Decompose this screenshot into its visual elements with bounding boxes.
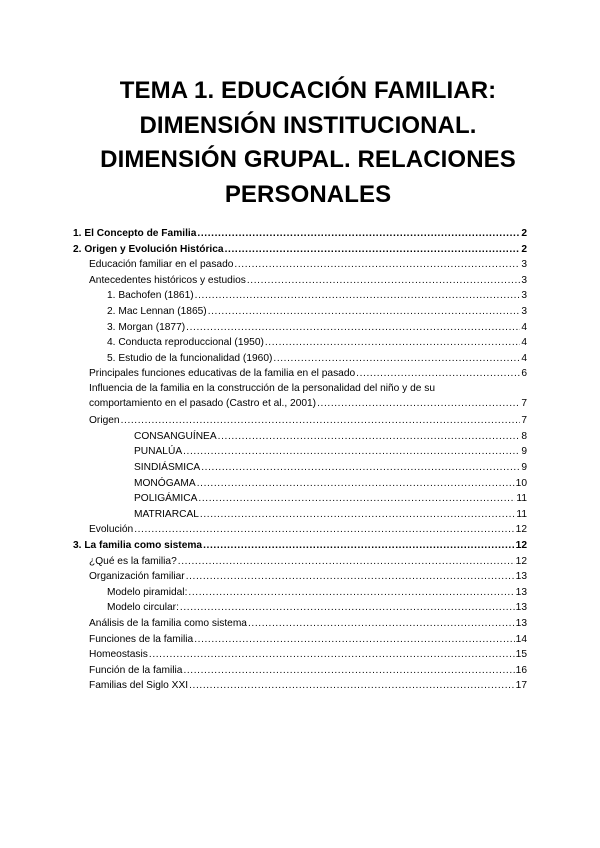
toc-entry[interactable] — [89, 522, 527, 537]
toc-entry[interactable] — [134, 460, 527, 475]
toc-entry-label: Organización familiar — [89, 571, 185, 583]
toc-entry[interactable] — [73, 226, 527, 241]
toc-entry[interactable] — [89, 554, 527, 569]
toc-entry[interactable] — [107, 585, 527, 600]
toc-page-number: 4 — [521, 352, 527, 364]
toc-page-number: 3 — [521, 259, 527, 271]
title-line: TEMA 1. EDUCACIÓN FAMILIAR: — [119, 77, 497, 104]
toc-entry[interactable] — [89, 678, 527, 693]
toc-entry[interactable] — [134, 491, 527, 506]
toc-leader-dots — [197, 476, 515, 491]
toc-entry-label: MATRIARCAL — [134, 508, 199, 520]
toc-entry[interactable] — [107, 304, 527, 319]
toc-entry-label: Origen — [89, 415, 120, 427]
toc-entry[interactable] — [89, 413, 527, 428]
toc-page-number: 4 — [521, 321, 527, 333]
toc-leader-dots — [273, 351, 520, 366]
toc-entry-label: Análisis de la familia como sistema — [89, 618, 247, 629]
toc-entry-label: 2. Mac Lennan (1865) — [107, 306, 207, 317]
toc-page-number: 3 — [521, 274, 527, 286]
toc-entry[interactable] — [107, 600, 527, 615]
toc-page-number: 13 — [515, 571, 527, 583]
toc-leader-dots — [186, 320, 520, 335]
toc-entry-label: Familias del Siglo XXI — [89, 680, 189, 692]
toc-entry[interactable] — [89, 257, 527, 272]
toc-leader-dots — [195, 288, 521, 303]
toc-page-number: 2 — [521, 228, 527, 239]
toc-entry[interactable] — [89, 382, 527, 412]
toc-page-number: 14 — [515, 633, 527, 645]
toc-leader-dots — [186, 569, 515, 584]
toc-page-number: 13 — [515, 618, 527, 629]
toc-page-number: 12 — [515, 540, 527, 551]
toc-leader-dots — [198, 491, 515, 506]
toc-page-number: 6 — [521, 368, 527, 380]
toc-leader-dots — [194, 632, 514, 647]
toc-entry[interactable] — [89, 663, 527, 678]
toc-entry-label: Antecedentes históricos y estudios — [89, 274, 246, 286]
toc-leader-dots — [265, 335, 520, 350]
toc-leader-dots — [356, 366, 520, 381]
toc-page-number: 12 — [515, 524, 527, 536]
toc-entry-label: 3. Morgan (1877) — [107, 321, 186, 333]
toc-page-number: 9 — [521, 462, 527, 473]
toc-page-number: 3 — [521, 306, 527, 317]
toc-page-number: 15 — [515, 649, 527, 661]
toc-entry[interactable] — [134, 507, 527, 522]
toc-entry[interactable] — [73, 538, 527, 553]
toc-entry[interactable] — [73, 242, 527, 257]
toc-entry-label: 4. Conducta reproduccional (1950) — [107, 337, 264, 349]
toc-page-number: 7 — [521, 397, 527, 409]
toc-leader-dots — [247, 273, 520, 288]
toc-entry-label: 1. El Concepto de Familia — [73, 228, 197, 239]
title-line: PERSONALES — [224, 180, 392, 208]
toc-entry-label: comportamiento en el pasado (Castro et al., 2001) — [89, 397, 317, 409]
toc-page-number: 3 — [521, 290, 527, 302]
toc-entry[interactable] — [89, 366, 527, 381]
toc-page-number: 8 — [521, 430, 527, 442]
toc-leader-dots — [189, 678, 515, 693]
toc-entry-label: POLIGÁMICA — [134, 493, 198, 505]
toc-entry-label: Funciones de la familia — [89, 633, 194, 645]
toc-page-number: 9 — [521, 446, 527, 458]
toc-entry[interactable] — [107, 320, 527, 335]
toc-leader-dots — [180, 600, 515, 615]
toc-leader-dots — [188, 585, 514, 600]
toc-entry-label: Evolución — [89, 524, 134, 536]
toc-entry[interactable] — [89, 616, 527, 631]
toc-entry[interactable] — [107, 351, 527, 366]
page-title — [60, 74, 556, 212]
toc-entry-line — [89, 397, 527, 412]
toc-entry-label: PUNALÚA — [134, 446, 183, 458]
toc-entry-label: 2. Origen y Evolución Histórica — [73, 243, 224, 255]
toc-leader-dots — [183, 663, 514, 678]
toc-page-number: 7 — [521, 415, 527, 427]
toc-entry[interactable] — [89, 569, 527, 584]
toc-page-number: 10 — [515, 477, 527, 489]
toc-page-number: 2 — [521, 243, 527, 255]
toc-entry-label: CONSANGUÍNEA — [134, 430, 217, 442]
toc-entry[interactable] — [134, 444, 527, 459]
toc-entry-label: Influencia de la familia en la construcción de la personalidad del niño y de su — [89, 383, 436, 394]
toc-leader-dots — [234, 257, 520, 272]
toc-page-number: 11 — [516, 493, 527, 505]
toc-leader-dots — [208, 304, 521, 319]
toc-entry-label: MONÓGAMA — [134, 477, 196, 489]
toc-leader-dots — [201, 460, 520, 475]
toc-entry-label: Homeostasis — [89, 649, 148, 661]
toc-leader-dots — [121, 413, 521, 428]
toc-entry-label: 5. Estudio de la funcionalidad (1960) — [107, 352, 273, 364]
toc-leader-dots — [134, 522, 514, 537]
toc-leader-dots — [203, 538, 515, 553]
toc-page-number: 4 — [521, 337, 527, 349]
toc-page-number: 17 — [515, 680, 527, 692]
toc-entry-label: ¿Qué es la familia? — [89, 555, 177, 567]
title-line: DIMENSIÓN INSTITUCIONAL. — [139, 111, 477, 139]
toc-leader-dots — [197, 226, 520, 241]
toc-leader-dots — [317, 397, 520, 412]
toc-entry-label: Modelo piramidal: — [107, 586, 188, 598]
toc-entry[interactable] — [134, 429, 527, 444]
toc-entry[interactable] — [89, 273, 527, 288]
toc-entry-label: Principales funciones educativas de la familia en el pasado — [89, 368, 356, 380]
toc-leader-dots — [178, 554, 515, 569]
toc-leader-dots — [225, 242, 521, 257]
toc-entry[interactable] — [89, 632, 527, 647]
toc-leader-dots — [149, 647, 515, 662]
title-line: DIMENSIÓN GRUPAL. RELACIONES — [100, 146, 516, 173]
toc-leader-dots — [218, 429, 521, 444]
toc-entry-label: Modelo circular: — [107, 602, 179, 614]
toc-entry-label: SINDIÁSMICA — [134, 462, 201, 473]
toc-page-number: 11 — [516, 508, 527, 520]
toc-leader-dots — [248, 616, 515, 631]
toc-entry[interactable] — [134, 476, 527, 491]
toc-page-number: 12 — [515, 555, 527, 567]
toc-entry-label: Educación familiar en el pasado — [89, 259, 234, 271]
toc-page-number: 13 — [515, 586, 527, 598]
toc-entry-label: 1. Bachofen (1861) — [107, 290, 194, 302]
toc-entry-label: Función de la familia — [89, 664, 183, 676]
toc-entry[interactable] — [107, 288, 527, 303]
toc-entry-label: 3. La familia como sistema — [73, 540, 203, 551]
toc-leader-dots — [183, 444, 520, 459]
toc-entry[interactable] — [107, 335, 527, 350]
toc-entry[interactable] — [89, 647, 527, 662]
toc-page-number: 13 — [515, 602, 527, 614]
toc-leader-dots — [200, 507, 516, 522]
toc-page-number: 16 — [515, 664, 527, 676]
